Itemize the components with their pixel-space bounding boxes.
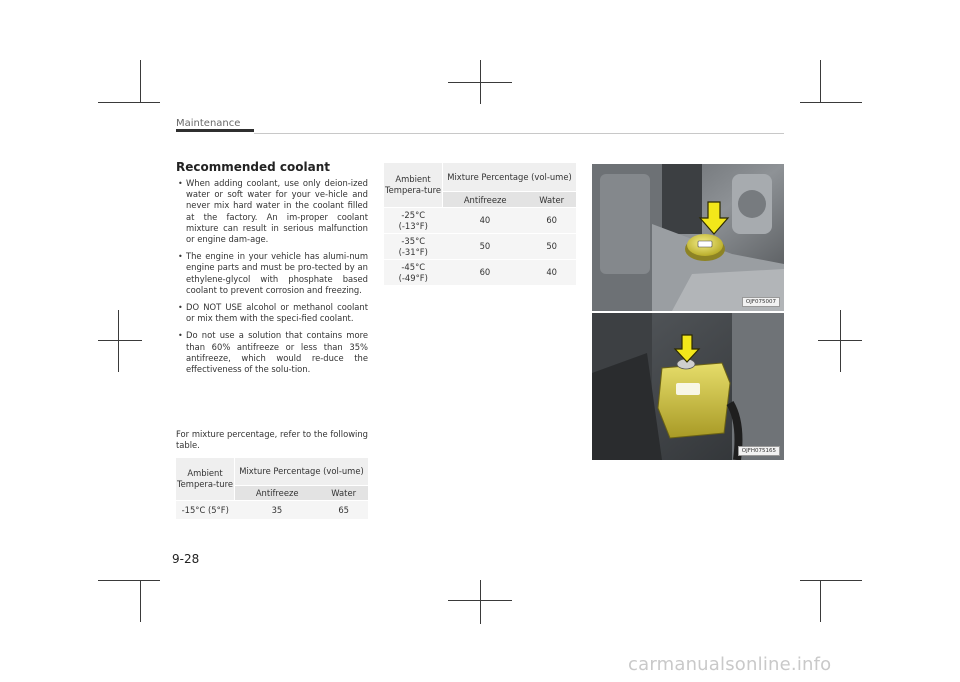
cell-antifreeze: 40	[443, 208, 528, 234]
figure-code: OJFH075165	[738, 446, 780, 456]
cell-water: 40	[527, 260, 576, 286]
cell-water: 50	[527, 234, 576, 260]
cell-antifreeze: 35	[235, 501, 320, 520]
bullet-list	[176, 178, 368, 381]
table-row	[384, 234, 576, 260]
cell-temp-f: (-31°F)	[398, 246, 428, 257]
bullet-item: • When adding coolant, use only deion-ized water or soft water for your ve-hicle and never mix hard water in the coolant filled at the factory. An im-proper coolant mixture can result in serious malfunction or engine dam-age.	[176, 178, 368, 245]
header-mixture: Mixture Percentage (vol-ume)	[443, 163, 577, 192]
coolant-table-1	[176, 458, 368, 519]
header-water: Water	[527, 192, 576, 208]
cell-temp: -15°C (5°F)	[176, 501, 235, 520]
cell-temp-c: -45°C	[401, 261, 426, 272]
watermark: carmanualsonline.info	[628, 654, 832, 675]
header-antifreeze: Antifreeze	[235, 485, 320, 500]
page-number: 9-28	[172, 552, 200, 566]
bullet-item: • DO NOT USE alcohol or methanol coolant or mix them with the speci-fied coolant.	[176, 302, 368, 324]
coolant-table-2	[384, 163, 576, 285]
cell-temp	[384, 234, 443, 260]
cell-water: 65	[319, 501, 368, 520]
cell-temp	[384, 208, 443, 234]
coolant-reservoir-illustration	[592, 313, 784, 460]
cell-antifreeze: 60	[443, 260, 528, 286]
section-header-bar	[176, 129, 254, 132]
header-ambient: Ambient Tempera-ture	[384, 163, 443, 208]
cell-temp-f: (-13°F)	[398, 220, 428, 231]
header-water: Water	[319, 485, 368, 500]
cell-water: 60	[527, 208, 576, 234]
engine-photo-top	[592, 164, 784, 311]
cell-temp-c: -35°C	[401, 235, 426, 246]
cell-antifreeze: 50	[443, 234, 528, 260]
engine-radiator-cap-illustration	[592, 164, 784, 311]
figure-code: OJF075007	[742, 297, 780, 307]
bullet-item: • Do not use a solution that contains more than 60% antifreeze or less than 35% antifreeze, which would re-duce the effectiveness of the solu-tion.	[176, 330, 368, 375]
header-mixture: Mixture Percentage (vol-ume)	[235, 458, 369, 485]
bullet-item: • The engine in your vehicle has alumi-num engine parts and must be pro-tected by an ethylene-glycol with phosphate based coolant to prevent corrosion and freezing.	[176, 251, 368, 296]
engine-photo-bottom	[592, 313, 784, 460]
section-header-rule	[254, 133, 784, 134]
table-row	[384, 208, 576, 234]
header-antifreeze: Antifreeze	[443, 192, 528, 208]
cell-temp-f: (-49°F)	[398, 272, 428, 283]
section-header: Maintenance	[176, 118, 241, 129]
cell-temp	[384, 260, 443, 286]
section-title: Recommended coolant	[176, 160, 331, 174]
table-row	[176, 501, 368, 520]
header-ambient: Ambient Tempera-ture	[176, 458, 235, 501]
table-row	[384, 260, 576, 286]
cell-temp-c: -25°C	[401, 209, 426, 220]
mixture-paragraph: For mixture percentage, refer to the following table.	[176, 429, 368, 451]
